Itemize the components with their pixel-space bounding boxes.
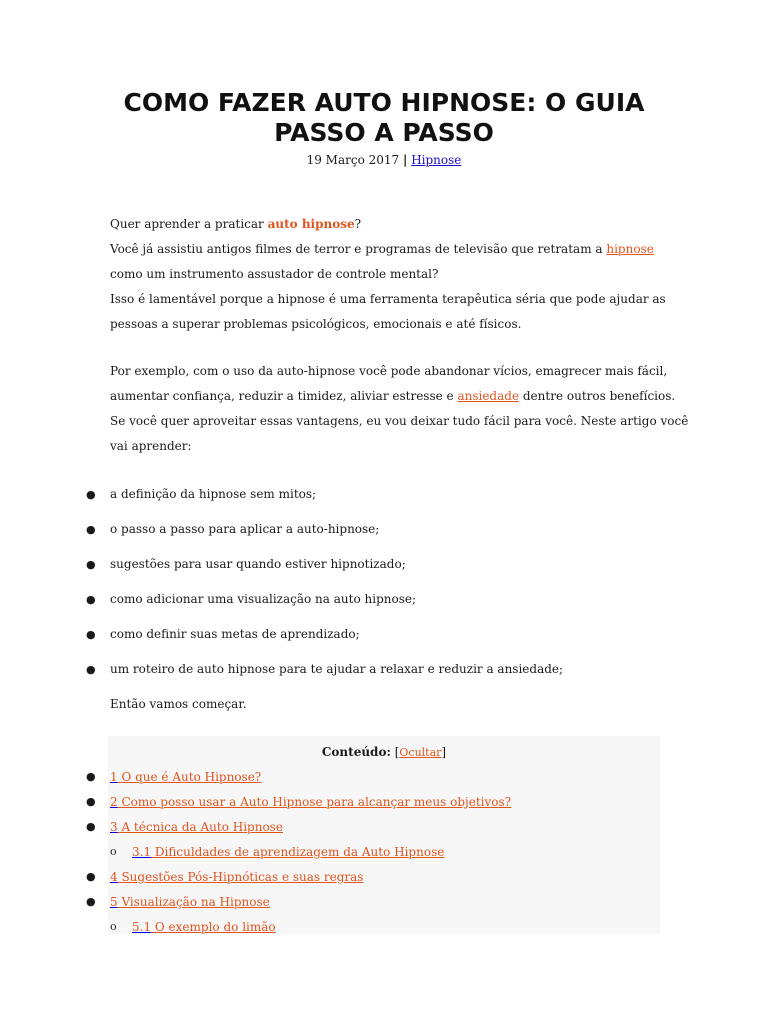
- article-date: 19 Março 2017: [306, 153, 400, 167]
- bullet-icon: ●: [86, 663, 96, 676]
- intro-text: Você já assistiu antigos filmes de terror e programas de televisão que retratam a: [110, 242, 607, 256]
- bullet-icon: ●: [86, 895, 96, 908]
- toc-number: 1: [110, 770, 118, 784]
- toc-item: [0, 791, 768, 816]
- article-title: COMO FAZER AUTO HIPNOSE: O GUIA PASSO A PASSO: [123, 88, 645, 147]
- list-item: [0, 517, 768, 552]
- auto-hipnose-highlight: auto hipnose: [267, 217, 355, 231]
- intro-text: como um instrumento assustador de controle mental?: [110, 267, 439, 281]
- toc-number: 5: [110, 895, 118, 909]
- bullet-icon: ●: [86, 488, 96, 501]
- intro-paragraph: [110, 212, 690, 337]
- toc-number: 5.1: [132, 920, 152, 934]
- toc-text: O exemplo do limão: [151, 920, 276, 934]
- toc-text: Visualização na Hipnose: [117, 895, 270, 909]
- intro-text: ?: [354, 217, 362, 231]
- toc-number: 3.1: [132, 845, 152, 859]
- table-of-contents: [0, 766, 768, 941]
- toc-heading: Conteúdo: [Ocultar]: [321, 745, 447, 759]
- article-meta: [80, 152, 688, 168]
- bullet-icon: ●: [86, 558, 96, 571]
- list-item: [0, 587, 768, 622]
- category-link[interactable]: Hipnose: [411, 153, 462, 167]
- bullet-icon: ●: [86, 593, 96, 606]
- list-item-text: sugestões para usar quando estiver hipnotizado;: [110, 557, 406, 571]
- list-item-text: a definição da hipnose sem mitos;: [110, 487, 317, 501]
- toc-link[interactable]: [132, 841, 444, 863]
- bullet-icon: ●: [86, 628, 96, 641]
- toc-item: [0, 816, 768, 841]
- closing-line: Então vamos começar.: [110, 697, 247, 711]
- toc-link[interactable]: [110, 766, 261, 788]
- toc-link[interactable]: [110, 891, 270, 913]
- list-item: [0, 622, 768, 657]
- sub-bullet-icon: o: [110, 845, 117, 858]
- toc-number: 2: [110, 795, 118, 809]
- toc-text: A técnica da Auto Hipnose: [117, 820, 283, 834]
- toc-item: [0, 766, 768, 791]
- list-item: [0, 657, 768, 692]
- benefits-text: dentre outros benefícios.: [519, 389, 676, 403]
- ansiedade-link[interactable]: ansiedade: [457, 389, 520, 403]
- bullet-icon: ●: [86, 870, 96, 883]
- meta-separator: |: [402, 153, 408, 167]
- toc-text: Como posso usar a Auto Hipnose para alcançar meus objetivos?: [117, 795, 512, 809]
- bullet-icon: ●: [86, 820, 96, 833]
- benefits-text: Se você quer aproveitar essas vantagens, eu vou deixar tudo fácil para você. Neste artigo você vai aprender:: [110, 414, 689, 453]
- toc-text: O que é Auto Hipnose?: [117, 770, 262, 784]
- list-item: [0, 552, 768, 587]
- list-item-text: como adicionar uma visualização na auto hipnose;: [110, 592, 416, 606]
- benefits-paragraph: [110, 359, 690, 459]
- toc-title: Conteúdo:: [321, 745, 391, 759]
- toc-link[interactable]: [110, 866, 363, 888]
- toc-subitem: [0, 916, 768, 941]
- list-item-text: o passo a passo para aplicar a auto-hipnose;: [110, 522, 380, 536]
- toc-item: [0, 891, 768, 916]
- bullet-icon: ●: [86, 770, 96, 783]
- toc-item: [0, 866, 768, 891]
- toc-link[interactable]: [110, 791, 511, 813]
- toc-link[interactable]: [110, 816, 283, 838]
- learn-list: [0, 482, 768, 692]
- toc-toggle-link[interactable]: Ocultar: [399, 746, 442, 759]
- sub-bullet-icon: o: [110, 920, 117, 933]
- hipnose-link[interactable]: hipnose: [606, 242, 654, 256]
- toc-subitem: [0, 841, 768, 866]
- toc-number: 3: [110, 820, 118, 834]
- benefits-text: Por exemplo, com o uso da auto-hipnose você pode abandonar vícios, emagrecer mais fácil, aumentar confiança, reduzir a timidez, aliviar estresse e: [110, 364, 668, 403]
- list-item-text: como definir suas metas de aprendizado;: [110, 627, 360, 641]
- list-item-text: um roteiro de auto hipnose para te ajudar a relaxar e reduzir a ansiedade;: [110, 662, 564, 676]
- intro-text: Quer aprender a praticar: [110, 217, 268, 231]
- bullet-icon: ●: [86, 523, 96, 536]
- toc-link[interactable]: [132, 916, 276, 938]
- toc-number: 4: [110, 870, 118, 884]
- list-item: [0, 482, 768, 517]
- intro-text: Isso é lamentável porque a hipnose é uma ferramenta terapêutica séria que pode ajudar as pessoas a superar problemas psicológicos, emocionais e até físicos.: [110, 292, 666, 331]
- bullet-icon: ●: [86, 795, 96, 808]
- toc-text: Sugestões Pós-Hipnóticas e suas regras: [117, 870, 364, 884]
- toc-text: Dificuldades de aprendizagem da Auto Hipnose: [151, 845, 445, 859]
